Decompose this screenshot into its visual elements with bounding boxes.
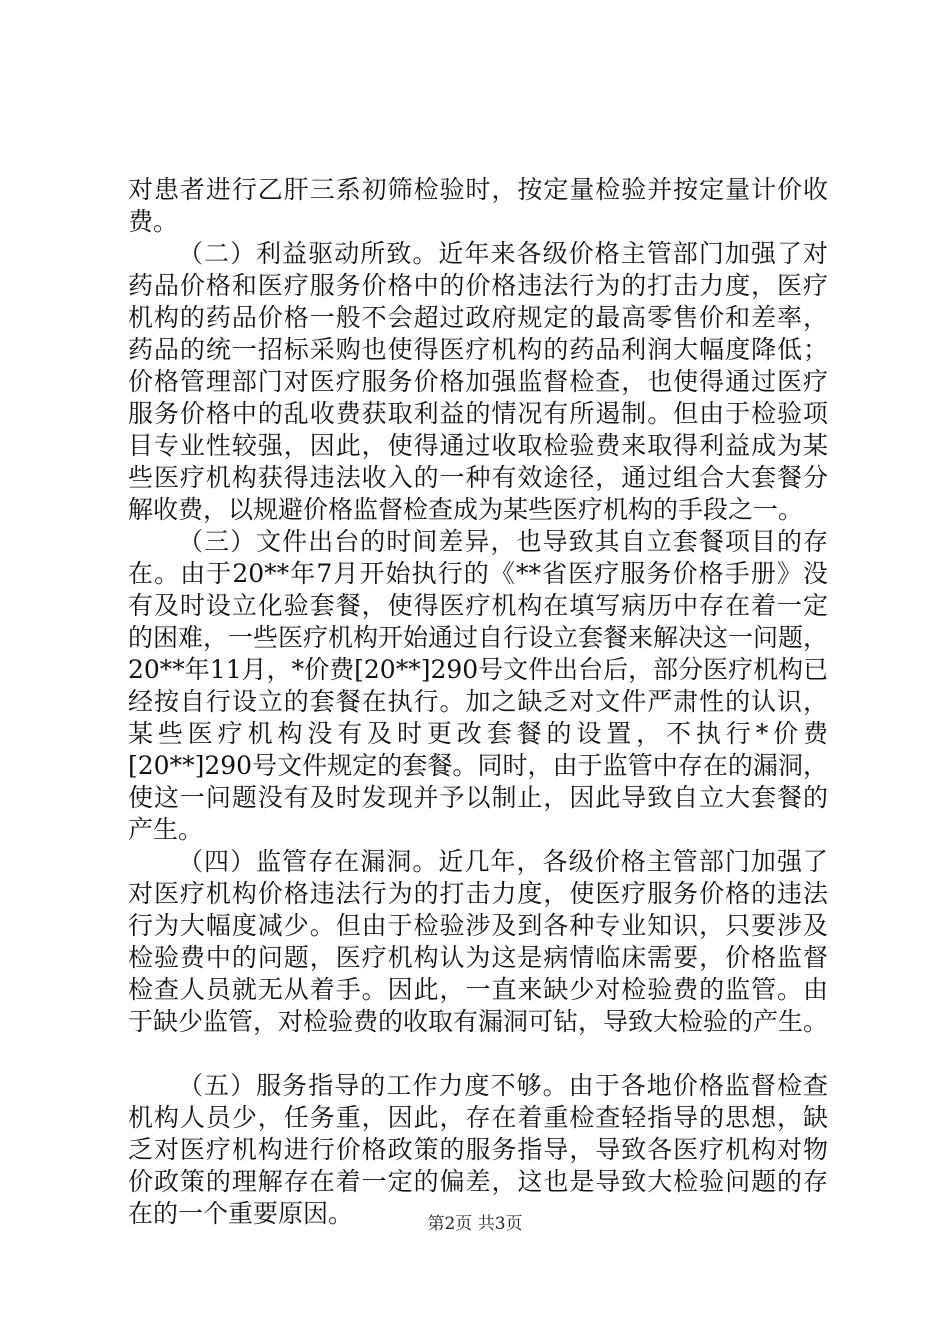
paragraph-spacer [128,1038,828,1070]
text-line: 20**年11月，*价费[20**]290号文件出台后，部分医疗机构已 [128,655,829,684]
text-line: 药品的统一招标采购也使得医疗机构的药品利润大幅度降低； [128,335,828,364]
paragraph-section-2 [128,238,828,526]
text-line: 对患者进行乙肝三系初筛检验时，按定量检验并按定量计价收 [128,175,828,204]
text-line: 在。由于20**年7月开始执行的《**省医疗服务价格手册》没 [128,559,828,588]
text-line: 服务价格中的乱收费获取利益的情况有所遏制。但由于检验项 [128,399,828,428]
text-line: 机构的药品价格一般不会超过政府规定的最高零售价和差率， [128,303,828,332]
text-line: 解收费，以规避价格监督检查成为某些医疗机构的手段之一。 [128,495,804,524]
text-line: 药品价格和医疗服务价格中的价格违法行为的打击力度，医疗 [128,271,828,300]
text-line: [20**]290号文件规定的套餐。同时，由于监管中存在的漏洞， [128,751,828,780]
document-body [128,174,828,1230]
text-line: 有及时设立化验套餐，使得医疗机构在填写病历中存在着一定 [128,591,828,620]
text-line: 对医疗机构价格违法行为的打击力度，使医疗服务价格的违法 [128,879,828,908]
paragraph-section-3 [128,526,828,846]
text-line: （五）服务指导的工作力度不够。由于各地价格监督检查 [178,1071,828,1100]
text-line: 检验费中的问题，医疗机构认为这是病情临床需要，价格监督 [128,943,828,972]
text-line: 产生。 [128,815,204,844]
text-line: 行为大幅度减少。但由于检验涉及到各种专业知识，只要涉及 [128,911,828,940]
text-line: （三）文件出台的时间差异，也导致其自立套餐项目的存 [178,527,828,556]
text-line: （四）监管存在漏洞。近几年，各级价格主管部门加强了 [178,847,828,876]
text-line: 价政策的理解存在着一定的偏差，这也是导致大检验问题的存 [128,1167,828,1196]
text-line: 目专业性较强，因此，使得通过收取检验费来取得利益成为某 [128,431,828,460]
text-line: 检查人员就无从着手。因此，一直来缺少对检验费的监管。由 [128,975,828,1004]
paragraph-section-5 [128,1070,828,1230]
text-line: 使这一问题没有及时发现并予以制止，因此导致自立大套餐的 [128,783,828,812]
text-line: 在的一个重要原因。 [128,1199,354,1228]
text-line: 些医疗机构获得违法收入的一种有效途径，通过组合大套餐分 [128,463,828,492]
paragraph-continuation [128,174,828,238]
text-line: 费。 [128,207,179,236]
paragraph-section-4 [128,846,828,1038]
page-footer: 第2页 共3页 [427,1214,523,1234]
text-line: 乏对医疗机构进行价格政策的服务指导，导致各医疗机构对物 [128,1135,828,1164]
text-line: 的困难，一些医疗机构开始通过自行设立套餐来解决这一问题， [128,623,829,652]
text-line: 于缺少监管，对检验费的收取有漏洞可钻，导致大检验的产生。 [128,1007,829,1036]
text-line: （二）利益驱动所致。近年来各级价格主管部门加强了对 [178,239,828,268]
text-line: 价格管理部门对医疗服务价格加强监督检查，也使得通过医疗 [128,367,828,396]
text-line: 机构人员少，任务重，因此，存在着重检查轻指导的思想，缺 [128,1103,828,1132]
text-line: 经按自行设立的套餐在执行。加之缺乏对文件严肃性的认识， [128,687,828,716]
text-line: 某些医疗机构没有及时更改套餐的设置，不执行*价费 [128,719,828,748]
